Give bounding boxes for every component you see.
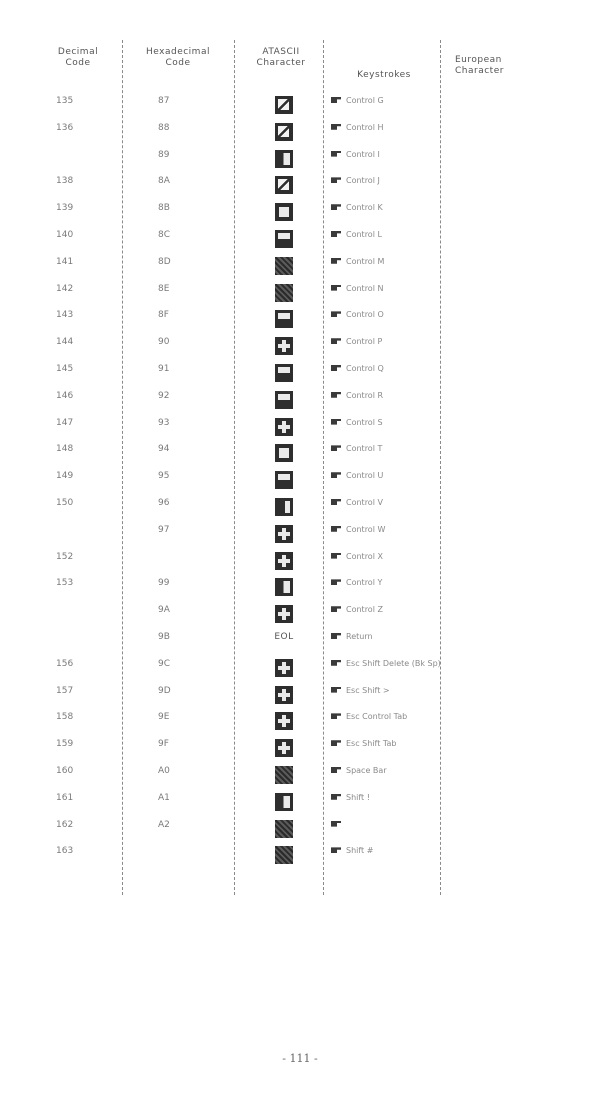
atascii-character <box>270 96 298 117</box>
key-icon <box>331 633 341 639</box>
key-icon <box>331 177 341 183</box>
atascii-character <box>270 632 298 642</box>
decimal-code: 135 <box>56 96 74 106</box>
keystroke-text: Control Q <box>346 364 384 373</box>
atascii-glyph-icon <box>275 96 293 114</box>
table-row <box>0 230 600 259</box>
table-row <box>0 310 600 339</box>
keystroke <box>331 444 435 453</box>
decimal-code: 138 <box>56 176 74 187</box>
hex-code: 95 <box>158 471 170 482</box>
atascii-character <box>270 712 298 733</box>
keystroke <box>331 203 435 212</box>
hex-code: 93 <box>158 417 170 428</box>
atascii-glyph-icon <box>275 176 293 194</box>
atascii-glyph-icon <box>275 793 293 811</box>
key-icon <box>331 392 341 398</box>
decimal-code: 140 <box>56 230 74 240</box>
keystroke-text: Control Z <box>346 605 383 615</box>
atascii-character <box>270 605 298 626</box>
header-european: European Character <box>455 55 504 76</box>
table-row <box>0 712 600 741</box>
keystroke-text: Control O <box>346 310 384 320</box>
atascii-glyph-icon <box>275 444 293 462</box>
hex-code: 9C <box>158 658 171 669</box>
atascii-character <box>270 471 298 492</box>
hex-code: 9D <box>158 685 171 696</box>
keystroke-text: Space Bar <box>346 766 387 775</box>
key-icon <box>331 419 341 425</box>
keystroke-text: Esc Shift Tab <box>346 739 397 749</box>
keystroke <box>331 766 435 775</box>
hex-code: 90 <box>158 337 170 348</box>
keystroke-text: Shift # <box>346 846 374 856</box>
keystroke <box>331 364 435 373</box>
atascii-glyph-icon <box>275 605 293 623</box>
keystroke <box>331 632 435 641</box>
table-row <box>0 96 600 125</box>
decimal-code: 161 <box>56 792 74 803</box>
key-icon <box>331 151 341 157</box>
atascii-glyph-icon <box>275 123 293 141</box>
table-row <box>0 766 600 795</box>
atascii-character <box>270 846 298 867</box>
hex-code: 8C <box>158 230 171 240</box>
key-icon <box>331 97 341 103</box>
keystroke-text: Control U <box>346 471 384 481</box>
atascii-glyph-icon <box>275 391 293 409</box>
atascii-glyph-icon <box>275 310 293 328</box>
table-row <box>0 739 600 768</box>
atascii-glyph-icon <box>275 257 293 275</box>
atascii-character <box>270 310 298 331</box>
keystroke-text: Control P <box>346 337 383 347</box>
table-row <box>0 793 600 822</box>
page-number: - 111 - <box>282 1052 318 1065</box>
keystroke <box>331 310 435 319</box>
decimal-code: 162 <box>56 819 74 830</box>
decimal-code: 139 <box>56 203 74 214</box>
key-icon <box>331 231 341 237</box>
decimal-code: 149 <box>56 471 74 482</box>
keystroke-text: Control I <box>346 149 380 159</box>
keystroke <box>331 284 435 293</box>
keystroke <box>331 123 435 132</box>
keystroke-text: Shift ! <box>346 792 370 802</box>
keystroke <box>331 150 435 159</box>
key-icon <box>331 311 341 317</box>
decimal-code: 147 <box>56 417 74 428</box>
decimal-code: 143 <box>56 310 74 321</box>
decimal-code: 144 <box>56 337 74 348</box>
atascii-character <box>270 230 298 251</box>
atascii-character <box>270 150 298 171</box>
atascii-character <box>270 284 298 305</box>
keystroke <box>331 498 435 507</box>
decimal-code: 153 <box>56 578 74 589</box>
keystroke-text: Control H <box>346 122 384 132</box>
atascii-glyph-icon <box>275 364 293 382</box>
table-row <box>0 632 600 661</box>
table-row <box>0 686 600 715</box>
table-row <box>0 498 600 527</box>
keystroke-text: Control R <box>346 390 384 400</box>
atascii-character <box>270 659 298 680</box>
decimal-code: 158 <box>56 712 74 723</box>
table-row <box>0 364 600 393</box>
keystroke <box>331 552 435 561</box>
key-icon <box>331 821 341 827</box>
keystroke <box>331 820 435 827</box>
atascii-character <box>270 391 298 412</box>
hex-code: A2 <box>158 819 170 830</box>
table-row <box>0 605 600 634</box>
decimal-code: 152 <box>56 551 74 562</box>
hex-code: 97 <box>158 524 170 535</box>
hex-code: 9E <box>158 712 170 723</box>
hex-code: 99 <box>158 578 170 589</box>
hex-code: 8F <box>158 310 169 321</box>
hex-code: 94 <box>158 444 170 455</box>
hex-code: 96 <box>158 498 170 508</box>
keystroke-text: Control V <box>346 498 383 507</box>
atascii-glyph-icon <box>275 578 293 596</box>
key-icon <box>331 204 341 210</box>
decimal-code: 136 <box>56 122 74 133</box>
atascii-glyph-icon <box>275 337 293 355</box>
decimal-code: 141 <box>56 256 74 267</box>
table-row <box>0 257 600 286</box>
hex-code: 88 <box>158 122 170 133</box>
atascii-glyph-icon <box>275 284 293 302</box>
decimal-code: 163 <box>56 846 74 857</box>
keystroke-text: Control Y <box>346 578 383 588</box>
atascii-glyph-icon <box>275 712 293 730</box>
atascii-character <box>270 444 298 465</box>
atascii-character <box>270 820 298 841</box>
table-row <box>0 150 600 179</box>
table-row <box>0 552 600 581</box>
atascii-character <box>270 364 298 385</box>
hex-code: 8A <box>158 176 170 187</box>
hex-code: 89 <box>158 149 170 160</box>
key-icon <box>331 794 341 800</box>
hex-code: A0 <box>158 766 170 776</box>
atascii-character <box>270 337 298 358</box>
eol-label: EOL <box>274 632 294 642</box>
decimal-code: 142 <box>56 283 74 294</box>
keystroke-text: Control T <box>346 444 383 454</box>
key-icon <box>331 499 341 505</box>
atascii-glyph-icon <box>275 471 293 489</box>
decimal-code: 160 <box>56 766 74 776</box>
atascii-glyph-icon <box>275 659 293 677</box>
atascii-glyph-icon <box>275 525 293 543</box>
keystroke-text: Esc Shift Delete (Bk Sp) <box>346 658 441 668</box>
key-icon <box>331 847 341 853</box>
keystroke <box>331 257 435 266</box>
keystroke <box>331 230 435 239</box>
keystroke <box>331 525 435 534</box>
table-row <box>0 471 600 500</box>
keystroke-text: Control X <box>346 551 383 561</box>
atascii-glyph-icon <box>275 766 293 784</box>
hex-code: A1 <box>158 792 170 803</box>
decimal-code: 145 <box>56 364 74 374</box>
keystroke <box>331 471 435 480</box>
keystroke <box>331 686 435 695</box>
decimal-code: 159 <box>56 739 74 750</box>
keystroke <box>331 712 435 721</box>
keystroke <box>331 418 435 427</box>
table-row <box>0 820 600 849</box>
atascii-character <box>270 739 298 760</box>
key-icon <box>331 338 341 344</box>
header-atascii: ATASCII Character <box>256 47 306 68</box>
keystroke <box>331 391 435 400</box>
keystroke <box>331 578 435 587</box>
table-row <box>0 284 600 313</box>
keystroke-text: Control J <box>346 176 380 186</box>
atascii-character <box>270 578 298 599</box>
key-icon <box>331 445 341 451</box>
hex-code: 92 <box>158 390 170 401</box>
hex-code: 8D <box>158 256 171 267</box>
key-icon <box>331 553 341 559</box>
keystroke <box>331 658 441 668</box>
hex-code: 9A <box>158 605 170 616</box>
atascii-glyph-icon <box>275 820 293 838</box>
atascii-character <box>270 257 298 278</box>
keystroke <box>331 96 435 105</box>
key-icon <box>331 526 341 532</box>
decimal-code: 157 <box>56 685 74 696</box>
atascii-glyph-icon <box>275 203 293 221</box>
table-row <box>0 418 600 447</box>
hex-code: 8B <box>158 203 170 214</box>
decimal-code: 150 <box>56 498 74 508</box>
atascii-glyph-icon <box>275 498 293 516</box>
hex-code: 87 <box>158 96 170 106</box>
atascii-glyph-icon <box>275 230 293 248</box>
keystroke-text: Control G <box>346 96 384 105</box>
atascii-character <box>270 793 298 814</box>
hex-code: 9B <box>158 632 170 642</box>
key-icon <box>331 660 341 666</box>
decimal-code: 146 <box>56 390 74 401</box>
atascii-character <box>270 498 298 519</box>
key-icon <box>331 258 341 264</box>
key-icon <box>331 713 341 719</box>
atascii-character <box>270 123 298 144</box>
atascii-glyph-icon <box>275 846 293 864</box>
key-icon <box>331 740 341 746</box>
keystroke-text: Control W <box>346 524 386 534</box>
keystroke-text: Control K <box>346 203 383 213</box>
key-icon <box>331 124 341 130</box>
key-icon <box>331 285 341 291</box>
table-row <box>0 337 600 366</box>
atascii-character <box>270 418 298 439</box>
atascii-character <box>270 552 298 573</box>
keystroke <box>331 739 435 748</box>
atascii-character <box>270 176 298 197</box>
atascii-glyph-icon <box>275 418 293 436</box>
hex-code: 9F <box>158 739 169 750</box>
atascii-glyph-icon <box>275 686 293 704</box>
keystroke-text: Control M <box>346 256 385 266</box>
header-decimal: Decimal Code <box>57 47 99 68</box>
key-icon <box>331 687 341 693</box>
table-row <box>0 203 600 232</box>
header-keystrokes: Keystrokes <box>357 70 411 80</box>
atascii-character <box>270 766 298 787</box>
table-row <box>0 391 600 420</box>
keystroke <box>331 337 435 346</box>
keystroke <box>331 605 435 614</box>
keystroke-text: Esc Control Tab <box>346 712 408 722</box>
hex-code: 91 <box>158 364 170 374</box>
keystroke-text: Return <box>346 632 373 641</box>
decimal-code: 156 <box>56 658 74 669</box>
hex-code: 8E <box>158 283 170 294</box>
atascii-character <box>270 203 298 224</box>
keystroke-text: Esc Shift > <box>346 685 390 695</box>
table-row <box>0 659 600 688</box>
decimal-code: 148 <box>56 444 74 455</box>
key-icon <box>331 767 341 773</box>
atascii-glyph-icon <box>275 150 293 168</box>
header-hex: Hexadecimal Code <box>146 47 210 68</box>
table-row <box>0 444 600 473</box>
keystroke-text: Control N <box>346 283 384 293</box>
key-icon <box>331 365 341 371</box>
key-icon <box>331 472 341 478</box>
table-row <box>0 525 600 554</box>
table-row <box>0 578 600 607</box>
table-row <box>0 846 600 875</box>
keystroke-text: Control S <box>346 417 383 427</box>
atascii-glyph-icon <box>275 739 293 757</box>
keystroke <box>331 846 435 855</box>
keystroke <box>331 793 435 802</box>
keystroke-text: Control L <box>346 230 382 239</box>
atascii-character <box>270 686 298 707</box>
key-icon <box>331 606 341 612</box>
key-icon <box>331 579 341 585</box>
keystroke <box>331 176 435 185</box>
atascii-glyph-icon <box>275 552 293 570</box>
atascii-character <box>270 525 298 546</box>
table-row <box>0 176 600 205</box>
table-row <box>0 123 600 152</box>
